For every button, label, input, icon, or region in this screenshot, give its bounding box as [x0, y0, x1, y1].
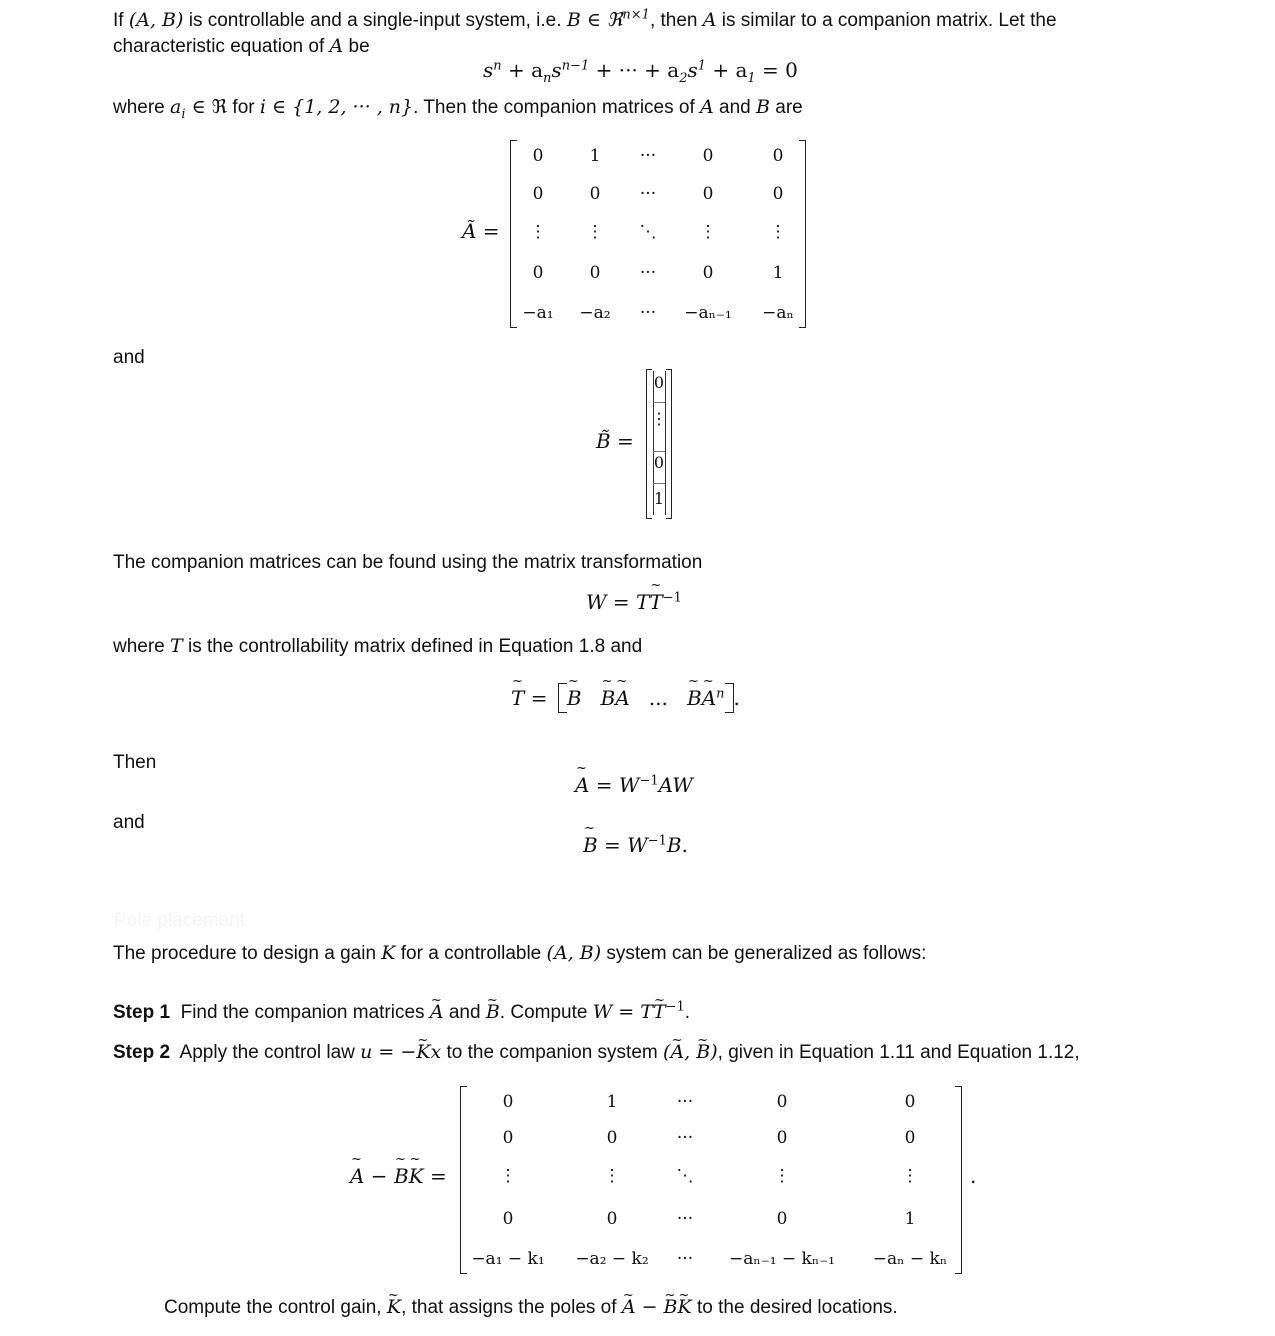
matrix-b-label: B̃ =: [596, 429, 634, 453]
faded-section-heading: Pole placement: [114, 910, 245, 931]
matrix-cell: 0: [776, 1128, 788, 1148]
matrix-cell: 1: [589, 146, 601, 166]
matrix-cell: ⋮: [773, 1166, 791, 1186]
a-tilde-equation: ~ $A = W^{-1}AW$: [575, 773, 693, 797]
then-text: Then: [113, 752, 157, 773]
and-text-1: and: [113, 347, 145, 368]
matrix-left-bracket: [646, 369, 652, 519]
vector-rule: [653, 371, 654, 515]
intro-line-1: If (A, B) is controllable and a single-input system, i.e. B ∈ ℜ$^{n\times 1}$, then A is similar to a companion matrix. Let the: [113, 7, 1057, 31]
matrix-cell: ···: [639, 263, 657, 283]
matrix-cell: −a₂: [579, 303, 611, 323]
vector-separator: [653, 451, 665, 452]
matrix-cell: 0: [606, 1209, 618, 1229]
transformation-line: The companion matrices can be found using the matrix transformation: [113, 552, 703, 573]
matrix-ak-label: ~ A − ~ B~ K =: [350, 1164, 447, 1188]
matrix-cell: ···: [676, 1209, 694, 1229]
step-2-label: Step 2: [113, 1042, 171, 1063]
vector-cell: ⋮: [651, 409, 667, 428]
matrix-cell: ···: [676, 1128, 694, 1148]
matrix-cell: −aₙ − kₙ: [872, 1249, 948, 1269]
matrix-cell: 0: [502, 1209, 514, 1229]
matrix-cell: 0: [904, 1092, 916, 1112]
matrix-cell: 0: [502, 1092, 514, 1112]
matrix-cell: ⋮: [499, 1166, 517, 1186]
matrix-cell: −aₙ₋₁: [684, 303, 732, 323]
step-1-label: Step 1: [113, 1002, 171, 1023]
matrix-a-companion: [510, 140, 806, 328]
matrix-cell: 0: [589, 263, 601, 283]
matrix-cell: 0: [702, 146, 714, 166]
matrix-right-bracket: [799, 140, 806, 328]
matrix-cell: ···: [676, 1092, 694, 1112]
step-2: Step 2 Apply the control law u = −~ Kx to the companion system (~ A, ~ B), given in Equation 1.11 and Equation 1.12,: [113, 1040, 1080, 1065]
matrix-left-bracket: [510, 140, 517, 328]
and-text-2: and: [113, 812, 145, 833]
matrix-cell: 0: [702, 263, 714, 283]
matrix-cell: −aₙ₋₁ − kₙ₋₁: [728, 1249, 836, 1269]
matrix-closed-loop: [460, 1086, 962, 1274]
vector-cell: 0: [653, 373, 665, 392]
matrix-cell: ⋱: [639, 222, 657, 242]
where-line: where $a_i$ ∈ ℜ for i ∈ {1, 2, ··· , n}. Then the companion matrices of A and B are: [113, 96, 803, 122]
matrix-cell: ⋮: [901, 1166, 919, 1186]
vector-cell: 0: [653, 453, 665, 472]
final-line: Compute the control gain, ~ K, that assigns the poles of ~ A − ~ B~ K to the desired locations.: [164, 1295, 898, 1320]
matrix-cell: −aₙ: [762, 303, 794, 323]
matrix-cell: 1: [772, 263, 784, 283]
vector-separator: [653, 402, 665, 403]
matrix-cell: 0: [532, 146, 544, 166]
matrix-right-bracket: [955, 1086, 962, 1274]
matrix-cell: −a₁: [522, 303, 554, 323]
matrix-cell: 1: [606, 1092, 618, 1112]
intro-line-2: characteristic equation of A be: [113, 35, 370, 57]
matrix-cell: ⋮: [529, 222, 547, 242]
matrix-cell: ···: [639, 303, 657, 323]
procedure-line: The procedure to design a gain K for a controllable (A, B) system can be generalized as follows:: [113, 942, 927, 964]
matrix-cell: ⋮: [586, 222, 604, 242]
matrix-cell: ⋱: [676, 1166, 694, 1186]
t-tilde-equation: ~ T = ~ B ~ B~ A ... ~ B~ $A^n$ .: [511, 683, 740, 713]
matrix-cell: ···: [676, 1249, 694, 1269]
matrix-cell: ⋮: [769, 222, 787, 242]
row-left-bracket: [558, 683, 567, 713]
matrix-cell: 0: [904, 1128, 916, 1148]
matrix-cell: 0: [772, 146, 784, 166]
characteristic-equation: $s^n + a_ns^{n-1}$ + ··· + $a_2s^1 + a_1 = 0$: [483, 58, 798, 86]
matrix-cell: ⋮: [699, 222, 717, 242]
b-tilde-equation: ~ $B = W^{-1}B$.: [583, 833, 688, 857]
vector-separator: [653, 483, 665, 484]
matrix-cell: ⋮: [603, 1166, 621, 1186]
matrix-cell: 0: [772, 184, 784, 204]
row-right-bracket: [725, 683, 734, 713]
matrix-cell: 1: [904, 1209, 916, 1229]
matrix-right-bracket: [666, 369, 672, 519]
vector-rule: [665, 371, 666, 515]
matrix-b-companion: [646, 369, 672, 519]
matrix-cell: 0: [502, 1128, 514, 1148]
matrix-cell: −a₂ − k₂: [575, 1249, 649, 1269]
matrix-cell: 0: [532, 263, 544, 283]
w-equation: W = T~ $T^{-1}$: [586, 590, 682, 614]
matrix-a-label: Ã =: [462, 219, 500, 243]
matrix-cell: ···: [639, 146, 657, 166]
matrix-cell: 0: [589, 184, 601, 204]
vector-cell: 1: [653, 489, 665, 508]
matrix-left-bracket: [460, 1086, 467, 1274]
matrix-cell: −a₁ − k₁: [471, 1249, 545, 1269]
matrix-cell: 0: [702, 184, 714, 204]
matrix-cell: 0: [776, 1092, 788, 1112]
matrix-cell: 0: [532, 184, 544, 204]
matrix-end-period: .: [970, 1164, 977, 1188]
matrix-cell: 0: [606, 1128, 618, 1148]
matrix-cell: ···: [639, 184, 657, 204]
controllability-line: where T is the controllability matrix defined in Equation 1.8 and: [113, 635, 643, 657]
matrix-cell: 0: [776, 1209, 788, 1229]
step-1: Step 1 Find the companion matrices ~ A and ~ B. Compute W = T~ $T^{-1}$.: [113, 1000, 690, 1025]
